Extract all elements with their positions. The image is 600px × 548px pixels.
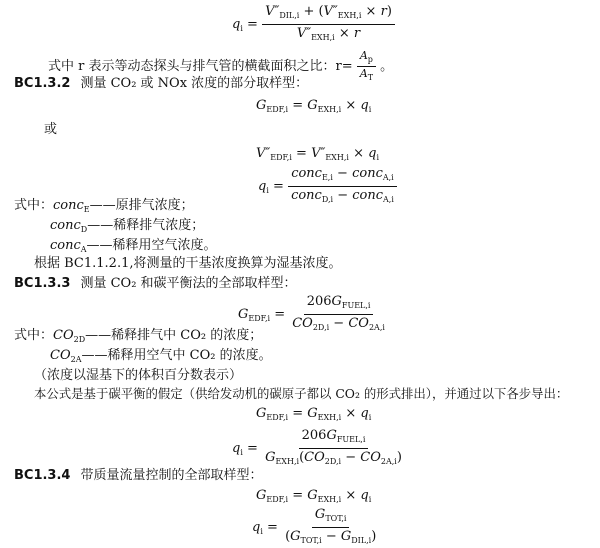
note-volume-percent: （浓度以湿基下的体积百分数表示）: [34, 368, 243, 383]
definition-conc-a: conc$_A$——稀释用空气浓度。: [50, 238, 217, 254]
equation-denominator: $V''_{EXH,i} \times r$: [296, 26, 361, 42]
equation-q-mass-flow: $q_i$ = $\frac{G_{TOT,i}}{(G_{TOT,i} - G_{DIL,i})}$: [252, 507, 377, 545]
section-heading-bc1-3-2: BC1.3.2 测量 CO₂ 或 NOx 浓度的部分取样型：: [14, 76, 309, 91]
equation-numerator: $V''_{DIL,i} + (V''_{EXH,i} \times r)$: [262, 4, 395, 25]
equation-q-carbon: $q_i$ = $\frac{206G_{FUEL,i}}{G_{EXH,i}(CO_{2D,i} - CO_{2A,i})}$: [232, 428, 402, 466]
note-wet-basis: 根据 BC1.1.2.1,将测量的干基浓度换算为湿基浓度。: [34, 256, 342, 271]
definition-conc-d: conc$_D$——稀释排气浓度；: [50, 218, 205, 234]
equation-gedf-partial: $G_{EDF,i} = G_{EXH,i} \times q_i$: [256, 98, 372, 114]
definition-conc-e: 式中：conc$_E$——原排气浓度；: [14, 198, 194, 214]
equation-q-concentration: $q_i$ = $\frac{conc_{E,i} - conc_{A,i}}{conc_{D,i} - conc_{A,i}}$: [258, 166, 397, 207]
ratio-definition: 式中 r 表示等动态探头与排气管的横截面积之比：r= $\frac{A_p}{A_T}$ 。: [48, 49, 394, 82]
equation-gedf-carbon: $G_{EDF,i}$ = $\frac{206G_{FUEL,i}}{CO_{2D,i} - CO_{2A,i}}$: [238, 294, 385, 332]
equation-vedf: $V''_{EDF,i} = V''_{EXH,i} \times q_i$: [256, 146, 380, 162]
definition-co2a: $CO_{2A}——$稀释用空气中 CO₂ 的浓度。: [50, 348, 272, 364]
equation-gedf-step: $G_{EDF,i} = G_{EXH,i} \times q_i$: [256, 406, 372, 422]
equation-gedf-mass-flow: $G_{EDF,i} = G_{EXH,i} \times q_i$: [256, 488, 372, 504]
or-text: 或: [44, 122, 58, 137]
section-heading-bc1-3-3: BC1.3.3 测量 CO₂ 和碳平衡法的全部取样型：: [14, 276, 297, 291]
section-heading-bc1-3-4: BC1.3.4 带质量流量控制的全部取样型：: [14, 468, 263, 483]
definition-co2d: 式中：$CO_{2D}——$稀释排气中 CO₂ 的浓度；: [14, 328, 263, 344]
note-carbon-balance: 本公式是基于碳平衡的假定（供给发动机的碳原子都以 CO₂ 的形式排出），并通过以下各步导出：: [34, 386, 569, 401]
equation-q-ratio: $q_i$ = $\frac{V''_{DIL,i} + (V''_{EXH,i} \times r)}{V''_{EXH,i} \times r}$: [232, 4, 395, 45]
